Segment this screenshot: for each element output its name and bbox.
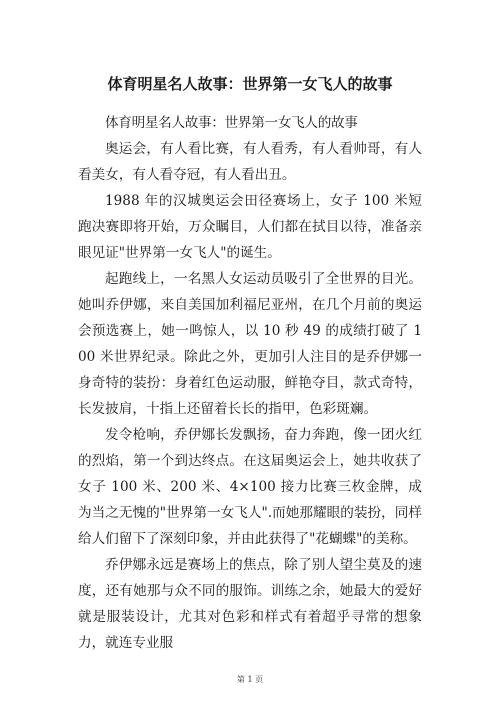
page-number: 第 1 页 bbox=[236, 675, 264, 684]
body-paragraph: 1988 年的汉城奥运会田径赛场上，女子 100 米短跑决赛即将开始，万众瞩目，人们都在拭目以待，准备亲眼见证"世界第一女飞人"的诞生。 bbox=[78, 193, 422, 261]
body-paragraph: 乔伊娜永远是赛场上的焦点，除了别人望尘莫及的速度，还有她那与众不同的服饰。训练之余，她最大的爱好就是服装设计，尤其对色彩和样式有着超乎寻常的想象力，就连专业服 bbox=[78, 557, 422, 651]
body-paragraph: 奥运会，有人看比赛，有人看秀，有人看帅哥，有人看美女，有人看夺冠，有人看出丑。 bbox=[78, 141, 422, 183]
document-title: 体育明星名人故事：世界第一女飞人的故事 bbox=[107, 75, 393, 93]
document-body bbox=[78, 110, 422, 656]
body-paragraph: 体育明星名人故事：世界第一女飞人的故事 bbox=[105, 115, 358, 131]
body-paragraph: 发令枪响，乔伊娜长发飘扬，奋力奔跑，像一团火红的烈焰，第一个到达终点。在这届奥运会上，她共收获了女子 100 米、200 米、4×100 接力比赛三枚金牌，成为当之无愧的"世界第一女飞人".而她那耀眼的装扮，同样给人们留下了深刻印象，并由此获得了"花蝴蝶"的美称。 bbox=[78, 427, 422, 547]
body-paragraph: 起跑线上，一名黑人女运动员吸引了全世界的目光。她叫乔伊娜，来自美国加利福尼亚州，在几个月前的奥运会预选赛上，她一鸣惊人，以 10 秒 49 的成绩打破了 100 米世界纪录。除此之外，更加引人注目的是乔伊娜一身奇特的装扮：身着红色运动服，鲜艳夺目，款式奇特，长发披肩，十指上还留着长长的指甲，色彩斑斓。 bbox=[78, 271, 422, 417]
